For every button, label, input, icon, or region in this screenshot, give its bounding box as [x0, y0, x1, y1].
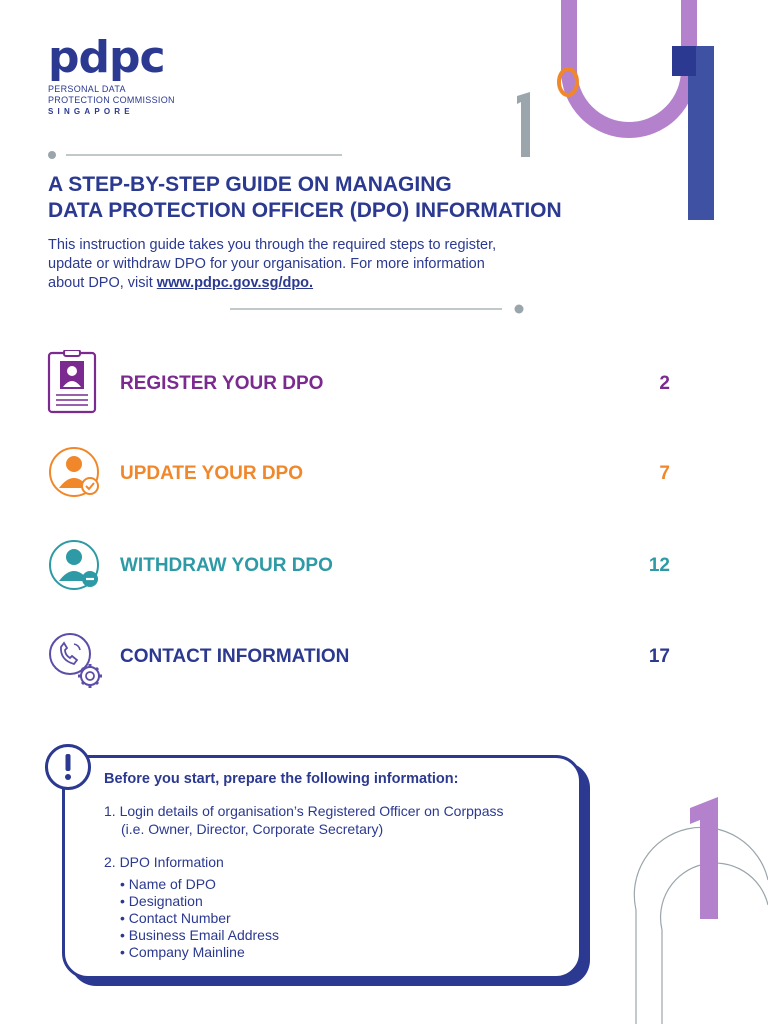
- logo-mark: pdpc: [48, 32, 165, 83]
- title-line-1: A STEP-BY-STEP GUIDE ON MANAGING: [48, 173, 452, 196]
- prep-bullet: • Company Mainline: [120, 944, 245, 960]
- logo-line-3: SINGAPORE: [48, 107, 134, 116]
- divider-top: [48, 150, 342, 160]
- intro-paragraph: [48, 236, 568, 293]
- toc-register-page: 2: [659, 373, 670, 394]
- intro-line-3-prefix: about DPO, visit: [48, 275, 157, 291]
- toc-contact-label: CONTACT INFORMATION: [120, 646, 350, 667]
- user-minus-icon: [46, 539, 108, 603]
- toc-contact-information[interactable]: [46, 630, 670, 694]
- pdpc-logo: [48, 32, 175, 117]
- logo-line-2: PROTECTION COMMISSION: [48, 95, 175, 105]
- prep-heading: Before you start, prepare the following information:: [104, 771, 459, 787]
- intro-line-3: [48, 274, 568, 293]
- phone-gear-icon: [46, 630, 108, 694]
- user-check-icon: [46, 446, 108, 510]
- toc-withdraw-dpo[interactable]: [46, 539, 670, 603]
- toc-withdraw-label: WITHDRAW YOUR DPO: [120, 555, 333, 576]
- toc-contact-page: 17: [648, 646, 670, 667]
- toc-update-dpo[interactable]: [46, 446, 670, 510]
- page-title: [48, 172, 688, 224]
- prep-bullet: • Name of DPO: [120, 876, 216, 892]
- title-line-2: DATA PROTECTION OFFICER (DPO) INFORMATION: [48, 199, 562, 222]
- intro-line-1: This instruction guide takes you through the required steps to register,: [48, 237, 497, 253]
- toc-withdraw-page: 12: [648, 555, 670, 576]
- prep-item-2: 2. DPO Information: [104, 854, 224, 870]
- dpo-info-link[interactable]: www.pdpc.gov.sg/dpo.: [156, 275, 314, 291]
- toc-register-dpo[interactable]: [46, 350, 670, 414]
- prep-bullet: • Business Email Address: [120, 927, 279, 943]
- toc-register-label: REGISTER YOUR DPO: [120, 373, 324, 394]
- id-card-icon: [46, 350, 108, 414]
- toc-update-page: 7: [659, 463, 670, 484]
- prep-bullet: • Contact Number: [120, 910, 231, 926]
- prep-item-1-line-1: 1. Login details of organisation’s Registered Officer on Corppass: [104, 803, 504, 819]
- prep-item-1-line-2: (i.e. Owner, Director, Corporate Secretary): [121, 821, 384, 837]
- logo-line-1: PERSONAL DATA: [48, 84, 126, 94]
- toc-update-label: UPDATE YOUR DPO: [120, 463, 303, 484]
- prep-bullet: • Designation: [120, 893, 203, 909]
- intro-line-2: update or withdraw DPO for your organisation. For more information: [48, 256, 485, 272]
- divider-middle: [230, 303, 526, 315]
- exclamation-icon: [45, 744, 91, 790]
